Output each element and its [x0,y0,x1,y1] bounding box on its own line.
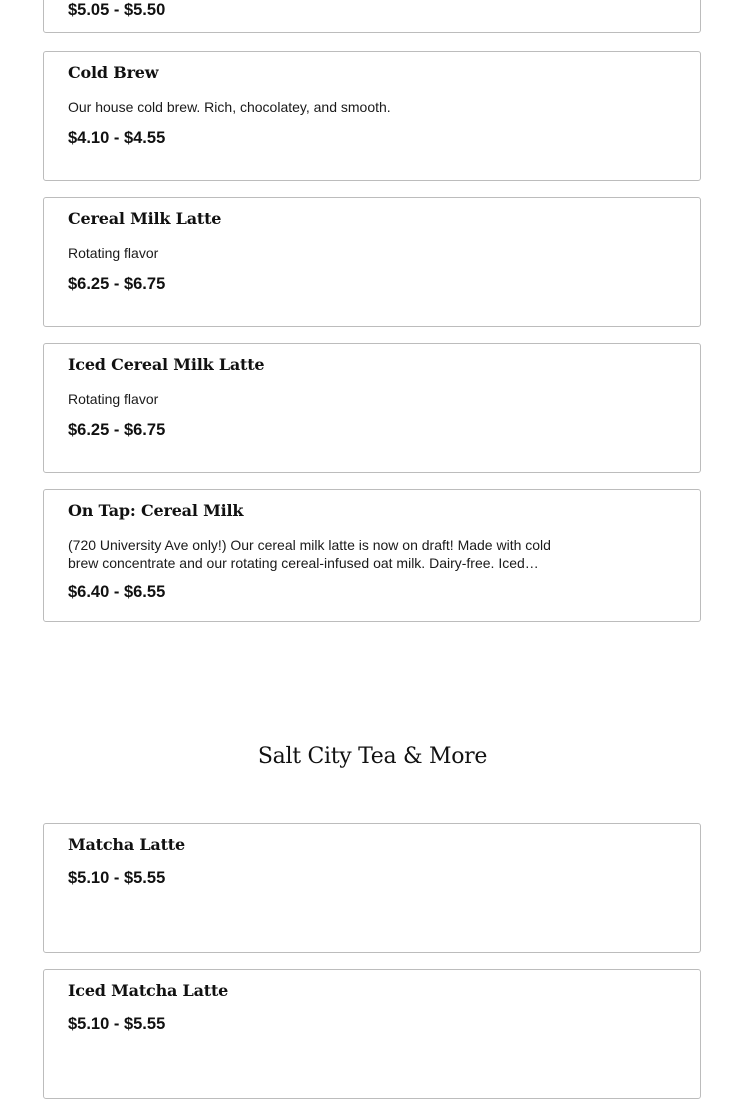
menu-item-card-cold-brew[interactable] [43,51,701,181]
menu-item-card-on-tap-cereal-milk[interactable] [43,489,701,622]
section-heading: Salt City Tea & More [257,744,488,769]
item-description: Rotating flavor [68,245,159,261]
menu-item-card-matcha-latte[interactable] [43,823,701,953]
item-price: $5.10 - $5.55 [68,869,166,887]
item-price: $4.10 - $4.55 [68,129,166,147]
item-name: Cold Brew [68,63,159,82]
item-price: $6.25 - $6.75 [68,421,166,439]
item-price: $6.25 - $6.75 [68,275,166,293]
item-price: $5.05 - $5.50 [68,1,166,19]
menu-item-card[interactable] [43,0,701,33]
menu-item-card-iced-cereal-milk-latte[interactable] [43,343,701,473]
item-name: Iced Cereal Milk Latte [68,355,265,374]
item-name: Cereal Milk Latte [68,209,222,228]
item-price: $5.10 - $5.55 [68,1015,166,1033]
item-description: Rotating flavor [68,391,159,407]
menu-item-card-cereal-milk-latte[interactable] [43,197,701,327]
item-name: Matcha Latte [68,835,185,854]
item-description: Our house cold brew. Rich, chocolatey, and smooth. [68,99,391,115]
item-price: $6.40 - $6.55 [68,583,166,601]
menu-item-card-iced-matcha-latte[interactable] [43,969,701,1099]
item-description: (720 University Ave only!) Our cereal milk latte is now on draft! Made with cold brew concentrate and our rotating cereal-infused oat milk. Dairy-free. Iced… [68,537,551,571]
item-name: Iced Matcha Latte [68,981,229,1000]
item-name: On Tap: Cereal Milk [68,501,244,520]
